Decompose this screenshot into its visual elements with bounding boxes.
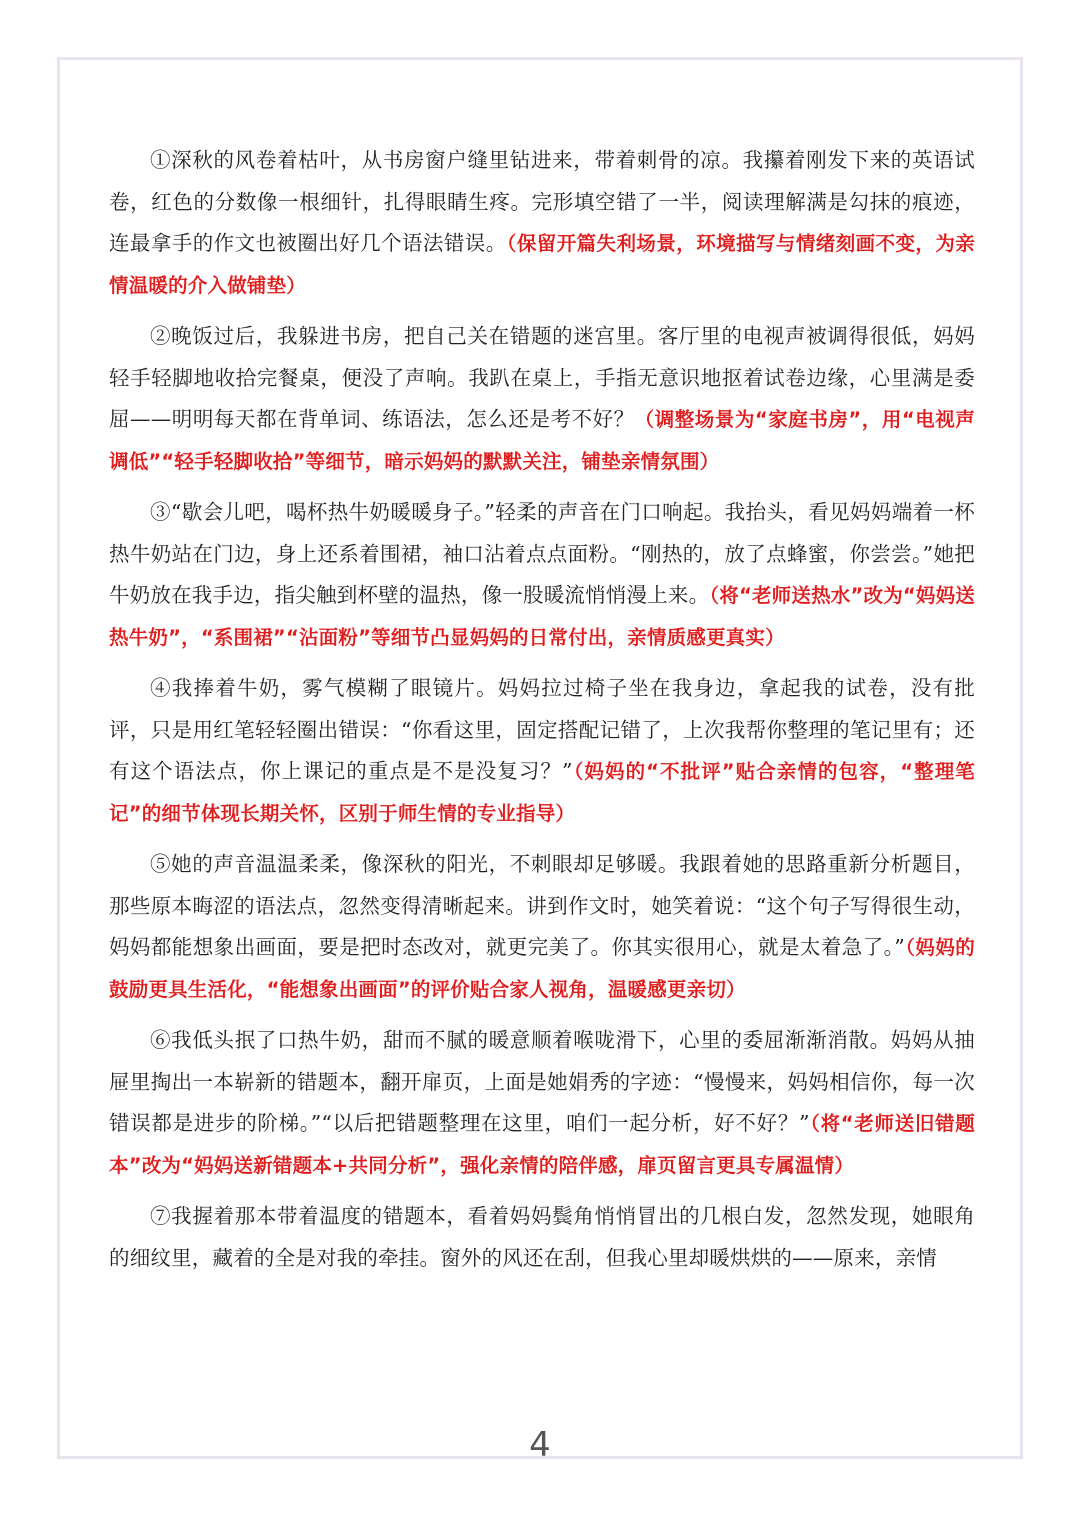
paragraph-text: ⑥我低头抿了口热牛奶，甜而不腻的暖意顺着喉咙滑下，心里的委屈渐渐消散。妈妈从抽屉里掏出一本崭新的错题本，翻开扉页，上面是她娟秀的字迹：“慢慢来，妈妈相信你，每一次错误都是进步的阶梯。”“以后把错题整理在这里，咱们一起分析，好不好？” <box>109 1028 975 1135</box>
paragraph-text: ①深秋的风卷着枯叶，从书房窗户缝里钻进来，带着刺骨的凉。我攥着刚发下来的英语试卷，红色的分数像一根细针，扎得眼睛生疼。完形填空错了一半，阅读理解满是勾抹的痕迹，连最拿手的作文也被圈出好几个语法错误。 <box>109 148 975 255</box>
revision-note: （保留开篇失利场景，环境描写与情绪刻画不变，为亲情温暖的介入做铺垫） <box>109 232 975 297</box>
paragraph-4 <box>109 668 975 834</box>
revision-note: （妈妈的鼓励更具生活化，“能想象出画面”的评价贴合家人视角，温暖感更亲切） <box>109 936 975 1001</box>
paragraph-6 <box>109 1020 975 1186</box>
paragraph-text: ③“歇会儿吧，喝杯热牛奶暖暖身子。”轻柔的声音在门口响起。我抬头，看见妈妈端着一杯热牛奶站在门边，身上还系着围裙，袖口沾着点点面粉。“刚热的，放了点蜂蜜，你尝尝。”她把牛奶放在我手边，指尖触到杯壁的温热，像一股暖流悄悄漫上来。 <box>109 500 975 607</box>
paragraph-2 <box>109 316 975 482</box>
paragraph-text: ②晚饭过后，我躲进书房，把自己关在错题的迷宫里。客厅里的电视声被调得很低，妈妈轻手轻脚地收拾完餐桌，便没了声响。我趴在桌上，手指无意识地抠着试卷边缘，心里满是委屈——明明每天都在背单词、练语法，怎么还是考不好？ <box>109 324 975 431</box>
paragraph-text: ⑤她的声音温温柔柔，像深秋的阳光，不刺眼却足够暖。我跟着她的思路重新分析题目，那些原本晦涩的语法点，忽然变得清晰起来。讲到作文时，她笑着说：“这个句子写得很生动，妈妈都能想象出画面，要是把时态改对，就更完美了。你其实很用心，就是太着急了。” <box>109 852 975 959</box>
document-body <box>109 140 975 1289</box>
revision-note: （调整场景为“家庭书房”，用“电视声调低”“轻手轻脚收拾”等细节，暗示妈妈的默默关注，铺垫亲情氛围） <box>109 408 975 473</box>
paragraph-text: ⑦我握着那本带着温度的错题本，看着妈妈鬓角悄悄冒出的几根白发，忽然发现，她眼角的细纹里，藏着的全是对我的牵挂。窗外的风还在刮，但我心里却暖烘烘的——原来，亲情 <box>109 1204 975 1270</box>
paragraph-5 <box>109 844 975 1010</box>
paragraph-1 <box>109 140 975 306</box>
page-number: 4 <box>529 1425 551 1465</box>
paragraph-3 <box>109 492 975 658</box>
revision-note: （将“老师送热水”改为“妈妈送热牛奶”，“系围裙”“沾面粉”等细节凸显妈妈的日常付出，亲情质感更真实） <box>109 584 976 649</box>
paragraph-7 <box>109 1196 975 1279</box>
revision-note: （将“老师送旧错题本”改为“妈妈送新错题本+共同分析”，强化亲情的陪伴感，扉页留言更具专属温情） <box>109 1112 975 1177</box>
revision-note: （妈妈的“不批评”贴合亲情的包容，“整理笔记”的细节体现长期关怀，区别于师生情的专业指导） <box>109 760 975 825</box>
paragraph-text: ④我捧着牛奶，雾气模糊了眼镜片。妈妈拉过椅子坐在我身边，拿起我的试卷，没有批评，只是用红笔轻轻圈出错误：“你看这里，固定搭配记错了，上次我帮你整理的笔记里有；还有这个语法点，你上课记的重点是不是没复习？” <box>109 676 975 783</box>
